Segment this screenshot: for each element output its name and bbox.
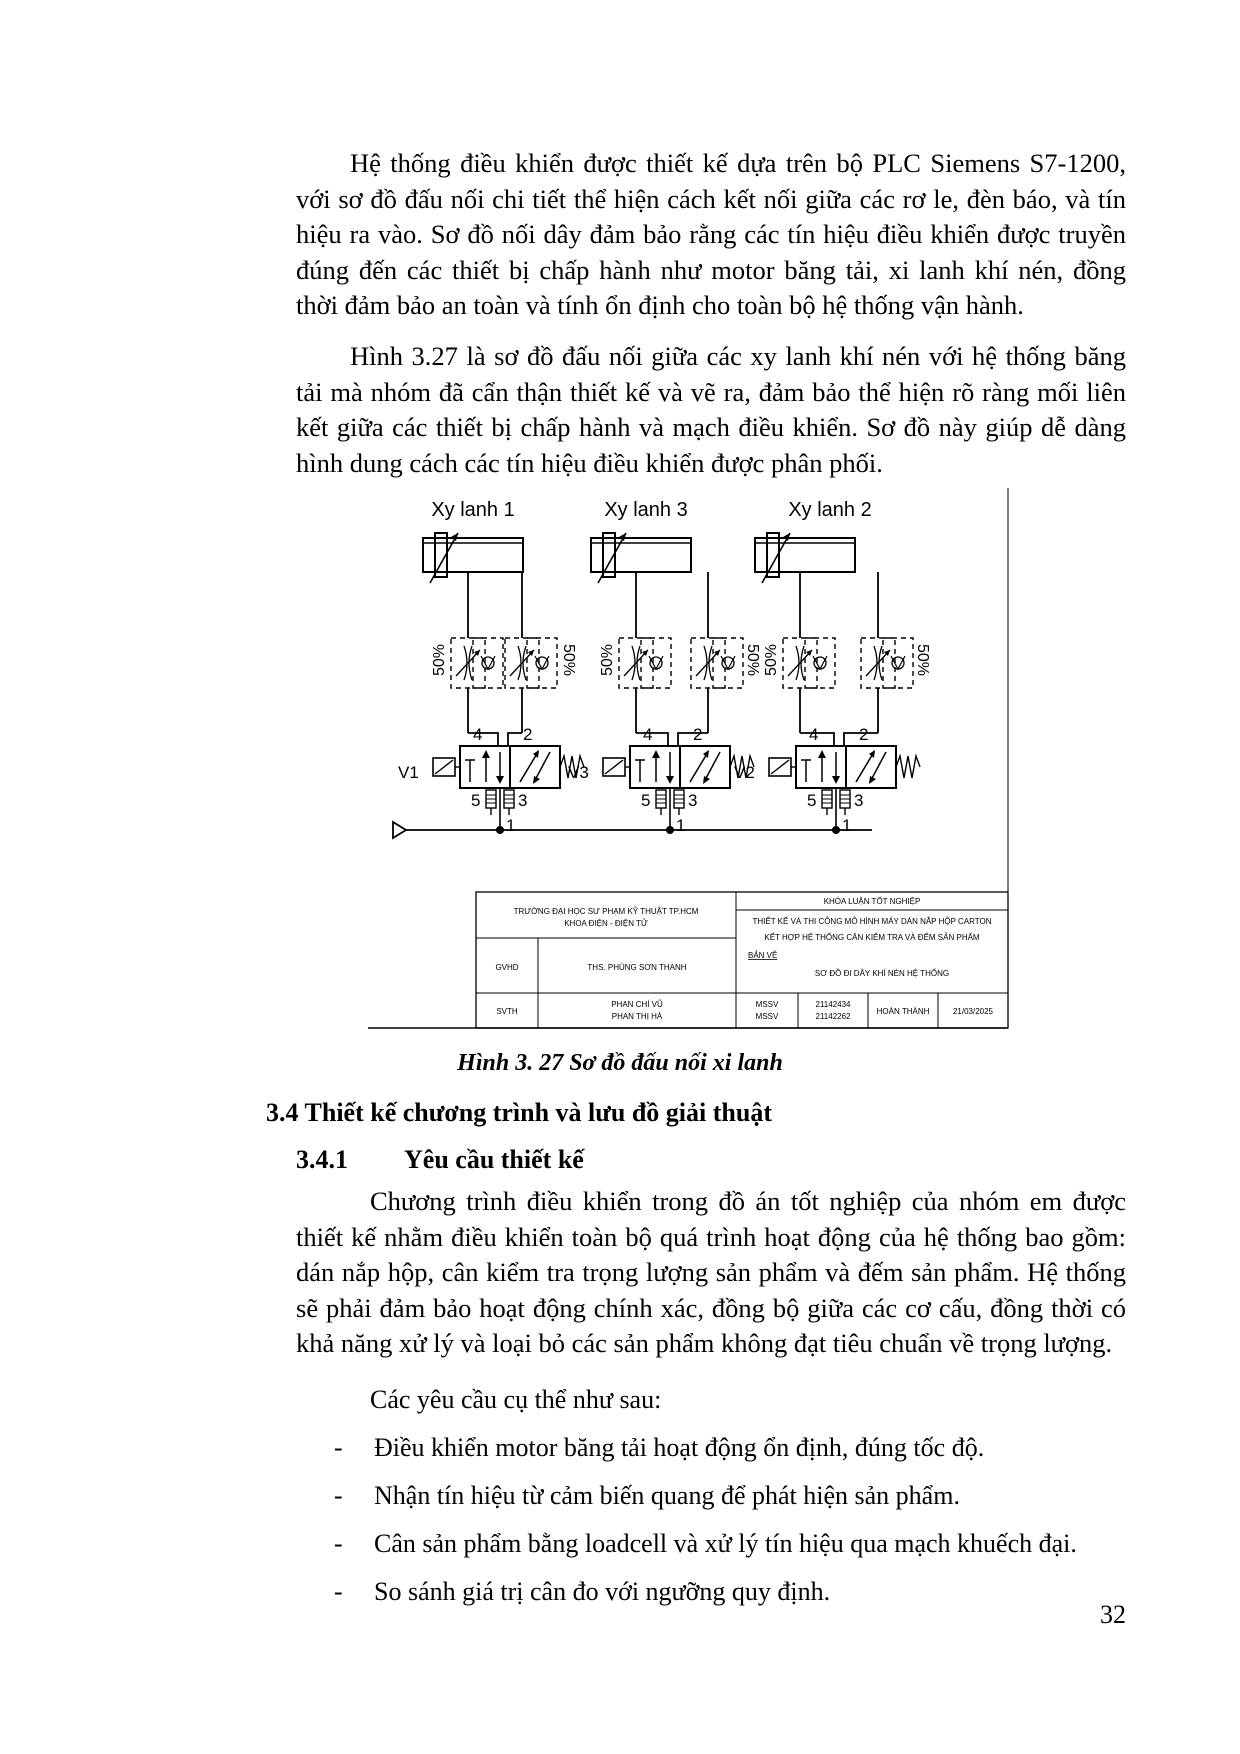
list-item-text: Điều khiển motor băng tải hoạt động ổn định, đúng tốc độ.	[374, 1433, 985, 1462]
port-label: 3	[518, 791, 528, 810]
student-name: PHAN CHÍ VŨ	[611, 1000, 663, 1009]
pneumatic-diagram-figure	[368, 488, 1018, 1038]
svth-label: SVTH	[496, 1007, 518, 1016]
port-label: 1	[676, 816, 686, 835]
paragraph-line: Chương trình điều khiển trong đồ án tốt nghiệp của nhóm em được	[370, 1186, 1126, 1216]
paragraph-line: Hệ thống điều khiển được thiết kế dựa trên bộ PLC Siemens S7-1200,	[350, 148, 1126, 178]
paragraph-figure-intro	[296, 339, 1126, 481]
list-item	[334, 1577, 830, 1607]
port-label: 1	[506, 816, 516, 835]
section-heading: 3.4 Thiết kế chương trình và lưu đồ giải thuật	[266, 1098, 772, 1127]
list-item	[334, 1529, 1077, 1559]
paragraph-line: với sơ đồ đấu nối chi tiết thể hiện cách kết nối giữa các rơ le, đèn báo, và tín	[296, 183, 1126, 214]
port-label: 1	[842, 816, 852, 835]
list-item-text: Cân sản phẩm bằng loadcell và xử lý tín hiệu qua mạch khuếch đại.	[374, 1529, 1077, 1558]
paragraph-plc-wiring	[296, 146, 1126, 324]
requirements-intro: Các yêu cầu cụ thể như sau:	[370, 1385, 662, 1414]
paragraph-requirements	[296, 1184, 1126, 1362]
cylinder-unit-1	[398, 499, 584, 835]
paragraph-line: hình dung cách các tín hiệu điều khiển được phân phối.	[296, 447, 883, 478]
school-name: TRƯỜNG ĐẠI HỌC SƯ PHẠM KỸ THUẬT TP.HCM	[513, 907, 699, 916]
paragraph-line: kết giữa các thiết bị chấp hành và mạch điều khiển. Sơ đồ này giúp dễ dàng	[296, 412, 1126, 442]
pneumatic-diagram	[368, 488, 1018, 1038]
student-name: PHAN THỊ HÀ	[611, 1012, 663, 1021]
student-id: 21142262	[815, 1012, 851, 1021]
flow-label: 50%	[744, 643, 761, 677]
paragraph-line: hiệu ra vào. Sơ đồ nối dây đảm bảo rằng các tín hiệu điều khiển được truyền	[296, 219, 1126, 249]
valve-label: V1	[398, 763, 419, 782]
valve-label: V2	[734, 763, 755, 782]
supply-arrow	[393, 822, 406, 838]
paragraph-line: thời đảm bảo an toàn và tính ổn định cho toàn bộ hệ thống vận hành.	[296, 290, 1024, 320]
date-label: 21/03/2025	[952, 1007, 994, 1016]
bullet-marker: -	[334, 1433, 343, 1462]
bullet-marker: -	[334, 1577, 343, 1606]
paragraph-line: dán nắp hộp, cân kiểm tra trọng lượng sản phẩm và đếm sản phẩm. Hệ thống	[296, 1257, 1126, 1287]
drawing-name: SƠ ĐỒ ĐI DÂY KHÍ NÉN HỆ THỐNG	[814, 969, 950, 978]
port-label: 4	[473, 725, 483, 744]
gvhd-label: GVHD	[495, 963, 519, 972]
flow-label: 50%	[599, 643, 616, 677]
bullet-marker: -	[334, 1529, 343, 1558]
cylinder-unit-2	[734, 499, 931, 835]
port-label: 3	[854, 791, 864, 810]
flow-label: 50%	[763, 643, 780, 677]
paragraph-line: thiết kế nhằm điều khiển toàn bộ quá trình hoạt động của hệ thống bao gồm:	[296, 1221, 1126, 1252]
flow-label: 50%	[431, 643, 448, 677]
subsection-number: 3.4.1	[296, 1145, 348, 1174]
port-label: 5	[641, 791, 651, 810]
mssv-label: MSSV	[755, 1000, 779, 1009]
port-label: 4	[643, 725, 653, 744]
thesis-label: KHÓA LUẬN TỐT NGHIỆP	[823, 897, 921, 906]
drawing-label: BẢN VẼ	[748, 951, 778, 960]
cylinder-label: Xy lanh 2	[788, 499, 872, 521]
subsection-heading	[296, 1145, 584, 1175]
port-label: 4	[809, 725, 819, 744]
cylinder-label: Xy lanh 1	[431, 499, 515, 521]
valve-label: V3	[568, 763, 589, 782]
port-label: 3	[688, 791, 698, 810]
port-label: 2	[523, 725, 533, 744]
title-block	[476, 892, 1008, 1028]
paragraph-line: Hình 3.27 là sơ đồ đấu nối giữa các xy lanh khí nén với hệ thống băng	[350, 341, 1126, 371]
figure-caption: Hình 3. 27 Sơ đồ đấu nối xi lanh	[457, 1050, 783, 1076]
project-title: THIẾT KẾ VÀ THI CÔNG MÔ HÌNH MÁY DÁN NẮP HỘP CARTON	[752, 917, 992, 926]
paragraph-line: đúng đến các thiết bị chấp hành như motor băng tải, xi lanh khí nén, đồng	[296, 254, 1126, 285]
flow-label: 50%	[914, 643, 931, 677]
mssv-label: MSSV	[755, 1012, 779, 1021]
paragraph-line: khả năng xử lý và loại bỏ các sản phẩm không đạt tiêu chuẩn về trọng lượng.	[296, 1328, 1113, 1358]
gvhd-name: THS. PHÙNG SƠN THANH	[587, 963, 687, 972]
subsection-title: Yêu cầu thiết kế	[404, 1145, 584, 1174]
flow-label: 50%	[560, 643, 577, 677]
port-label: 2	[859, 725, 869, 744]
status-label: HOÀN THÀNH	[876, 1007, 930, 1016]
page-number: 32	[1100, 1600, 1126, 1629]
port-label: 2	[693, 725, 703, 744]
paragraph-line: sẽ phải đảm bảo hoạt động chính xác, đồng bộ giữa các cơ cấu, đồng thời có	[296, 1292, 1126, 1323]
paragraph-line: tải mà nhóm đã cẩn thận thiết kế và vẽ ra, đảm bảo thể hiện rõ ràng mối liên	[296, 376, 1126, 407]
project-title: KẾT HỢP HỆ THỐNG CÂN KIỂM TRA VÀ ĐẾM SẢN PHẨM	[764, 933, 980, 942]
port-label: 5	[471, 791, 481, 810]
bullet-marker: -	[334, 1481, 343, 1510]
list-item	[334, 1433, 984, 1463]
list-item-text: So sánh giá trị cân đo với ngưỡng quy định.	[374, 1577, 831, 1606]
list-item-text: Nhận tín hiệu từ cảm biến quang để phát hiện sản phẩm.	[374, 1481, 960, 1510]
cylinder-label: Xy lanh 3	[604, 499, 688, 521]
cylinder-unit-3	[568, 499, 761, 835]
faculty-name: KHOA ĐIỆN - ĐIỆN TỬ	[564, 919, 648, 928]
list-item	[334, 1481, 960, 1511]
port-label: 5	[807, 791, 817, 810]
student-id: 21142434	[815, 1000, 851, 1009]
